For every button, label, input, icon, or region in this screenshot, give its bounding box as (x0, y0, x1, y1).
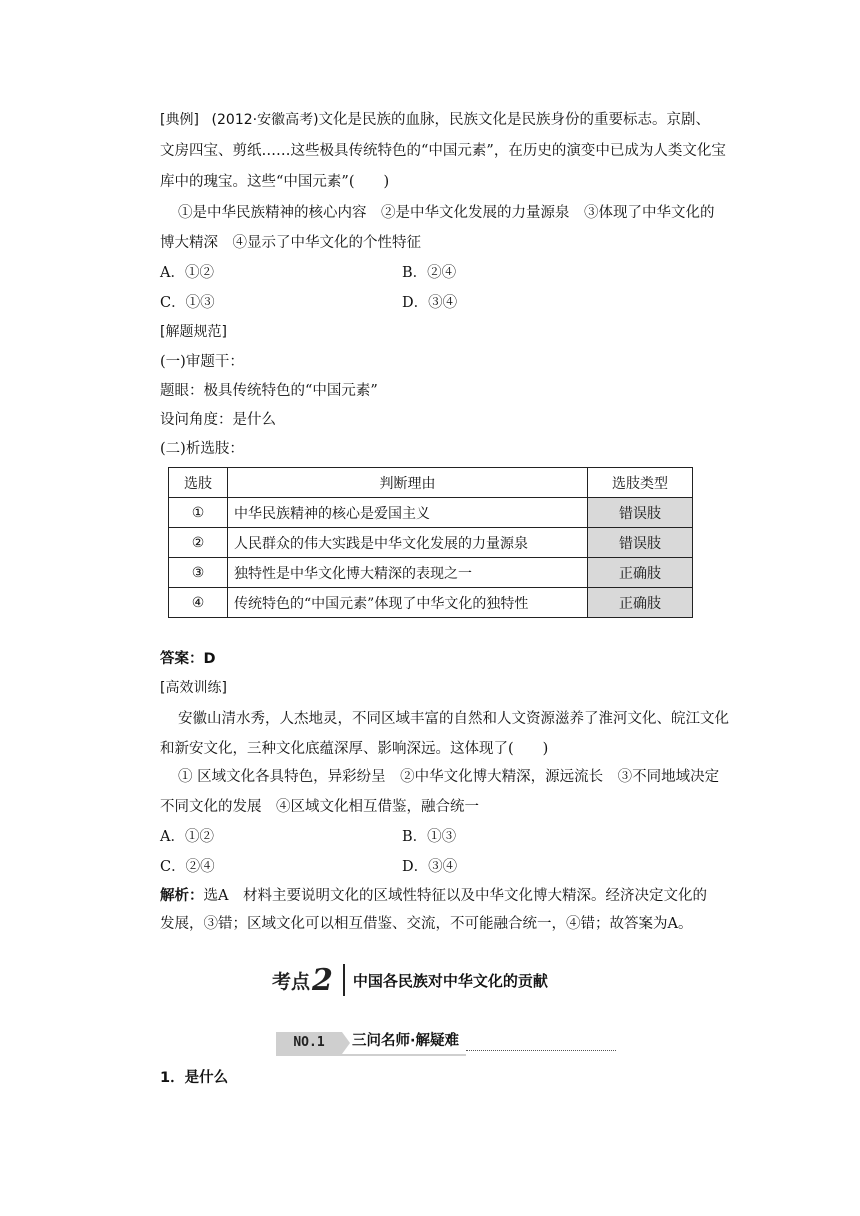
training-stem-2: 和新安文化，三种文化底蕴深厚、影响深远。这体现了( ) (160, 741, 549, 757)
example-tag: [典例] (160, 112, 199, 128)
table-row (169, 498, 693, 528)
training-options-1: ① 区域文化各具特色，异彩纷呈 ②中华文化博大精深，源远流长 ③不同地域决定 (178, 769, 720, 785)
table-cell-reason: 传统特色的“中国元素”体现了中华文化的独特性 (228, 588, 588, 618)
section-label: 考点 (272, 970, 311, 993)
example-stem-1: 文化是民族的血脉，民族文化是民族身份的重要标志。京剧、 (318, 112, 711, 128)
example-options-1: ①是中华民族精神的核心内容 ②是中华文化发展的力量源泉 ③体现了中华文化的 (178, 205, 715, 221)
training-choice-b: B．①③ (402, 829, 457, 845)
example-stem-2: 文房四宝、剪纸……这些极具传统特色的“中国元素”，在历史的演变中已成为人类文化宝 (160, 143, 726, 159)
training-choice-d: D．③④ (402, 859, 458, 875)
example-line-1 (160, 110, 710, 130)
example-choice-b: B．②④ (402, 265, 457, 281)
table-cell-reason: 独特性是中华文化博大精深的表现之一 (228, 558, 588, 588)
analysis-angle: 设问角度：是什么 (160, 412, 276, 428)
table-cell-option: ④ (169, 588, 228, 618)
table-cell-option: ① (169, 498, 228, 528)
training-choice-c: C．②④ (160, 859, 215, 875)
analysis-tag: [解题规范] (160, 324, 227, 340)
section-number: 2 (312, 962, 333, 998)
table-row (169, 558, 693, 588)
subsection-title: 三问名师·解疑难 (352, 1033, 460, 1049)
table-row (169, 588, 693, 618)
banner-underline (276, 1054, 466, 1056)
training-options-2: 不同文化的发展 ④区域文化相互借鉴，融合统一 (160, 799, 479, 815)
subsection-banner (276, 1030, 616, 1056)
table-row (169, 528, 693, 558)
table-header-reason: 判断理由 (228, 468, 588, 498)
table-cell-option: ③ (169, 558, 228, 588)
table-cell-reason: 人民群众的伟大实践是中华文化发展的力量源泉 (228, 528, 588, 558)
analysis-step1: (一)审题干： (160, 354, 244, 370)
table-header-option: 选肢 (169, 468, 228, 498)
table-cell-reason: 中华民族精神的核心是爱国主义 (228, 498, 588, 528)
table-cell-type: 正确肢 (588, 588, 693, 618)
training-tag: [高效训练] (160, 680, 227, 696)
table-cell-type: 正确肢 (588, 558, 693, 588)
table-cell-type: 错误肢 (588, 528, 693, 558)
item-1: 1．是什么 (160, 1070, 229, 1086)
example-stem-3: 库中的瑰宝。这些“中国元素”( ) (160, 174, 390, 190)
table-header-type: 选肢类型 (588, 468, 693, 498)
section-title: 中国各民族对中华文化的贡献 (352, 971, 548, 990)
training-stem-1: 安徽山清水秀，人杰地灵，不同区域丰富的自然和人文资源滋养了淮河文化、皖江文化 (178, 711, 729, 727)
training-explain-1 (160, 886, 707, 906)
section-divider (343, 964, 345, 996)
example-source: (2012·安徽高考) (211, 112, 319, 128)
dotted-leader (466, 1040, 616, 1051)
answer: 答案：D (160, 651, 216, 667)
analysis-eye: 题眼：极具传统特色的“中国元素” (160, 383, 378, 399)
example-options-2: 博大精深 ④显示了中华文化的个性特征 (160, 235, 421, 251)
subsection-badge: NO.1 (276, 1032, 342, 1054)
table-header-row (169, 468, 693, 498)
training-explain-2: 发展，③错；区域文化可以相互借鉴、交流，不可能融合统一，④错；故答案为A。 (160, 916, 693, 932)
section-heading (272, 962, 548, 998)
training-explain-text: 选A 材料主要说明文化的区域性特征以及中华文化博大精深。经济决定文化的 (203, 888, 707, 904)
example-choice-c: C．①③ (160, 295, 215, 311)
training-explain-label: 解析： (160, 888, 204, 904)
example-choice-a: A．①② (160, 265, 214, 281)
analysis-step2: (二)析选肢： (160, 441, 244, 457)
judgement-table (168, 467, 693, 618)
table-cell-type: 错误肢 (588, 498, 693, 528)
example-choice-d: D．③④ (402, 295, 458, 311)
training-choice-a: A．①② (160, 829, 214, 845)
table-cell-option: ② (169, 528, 228, 558)
